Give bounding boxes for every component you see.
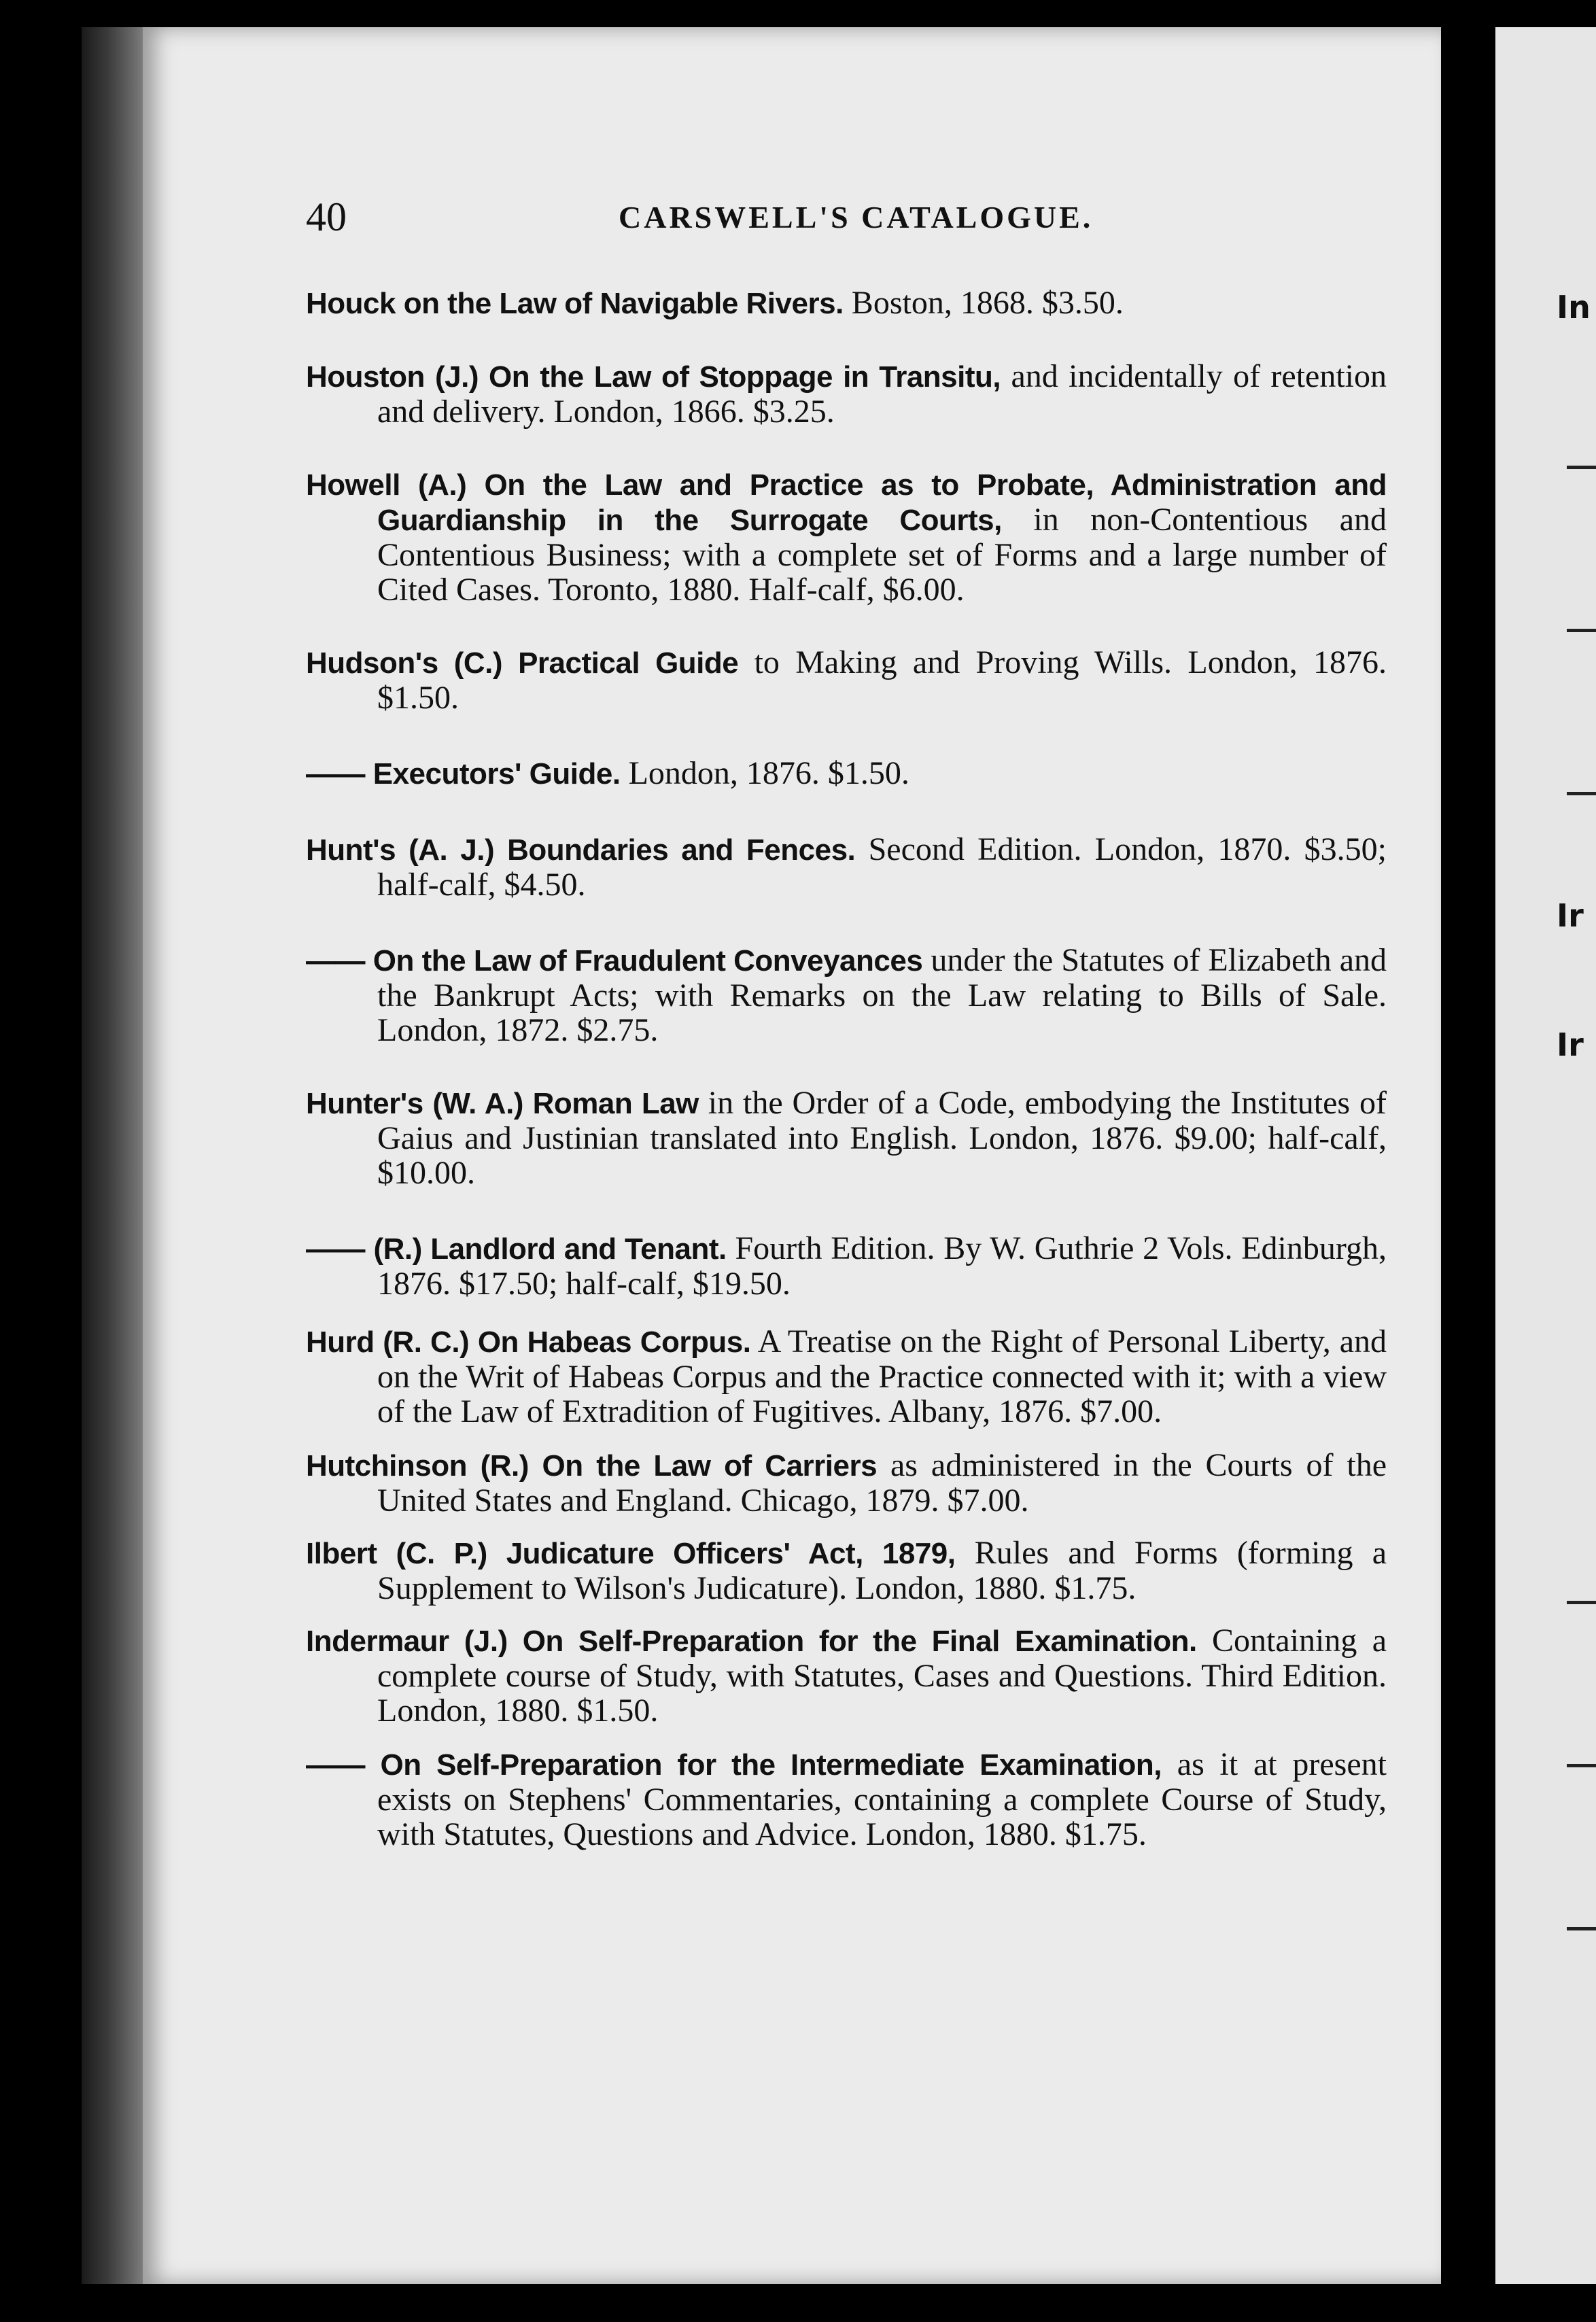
facing-page-rule <box>1567 629 1596 632</box>
facing-page-rule <box>1567 1601 1596 1604</box>
entry-title: —— (R.) Landlord and Tenant. <box>306 1232 727 1266</box>
catalogue-entry <box>306 1448 1387 1518</box>
entry-details: London, 1876. $1.50. <box>620 755 909 791</box>
entry-title: Hunt's (A. J.) Boundaries and Fences. <box>306 833 856 867</box>
catalogue-entries <box>306 285 1387 1852</box>
page-number: 40 <box>306 194 347 239</box>
entry-details: Rules and Forms (forming a Supplement to Wilson's Judicature). London, 1880. $1.75. <box>377 1535 1387 1606</box>
facing-page-fragment: Ir <box>1557 1026 1584 1063</box>
entry-details: under the Statutes of Elizabeth and the Bankrupt Acts; with Remarks on the Law relating to Bills of Sale. London, 1872. $2.75. <box>377 942 1387 1048</box>
facing-page-fragment: In <box>1557 289 1591 326</box>
entry-title: —— On the Law of Fraudulent Conveyances <box>306 944 923 977</box>
facing-page-rule <box>1567 792 1596 795</box>
catalogue-entry <box>306 756 1387 791</box>
entry-details: in the Order of a Code, embodying the Institutes of Gaius and Justinian translated into English. London, 1876. $9.00; half-calf, $10.00. <box>377 1085 1387 1191</box>
facing-page-rule <box>1567 1764 1596 1767</box>
running-title: CARSWELL'S CATALOGUE. <box>619 200 1094 235</box>
entry-title: —— Executors' Guide. <box>306 757 621 791</box>
entry-title: Hunter's (W. A.) Roman Law <box>306 1087 699 1120</box>
entry-details: Fourth Edition. By W. Guthrie 2 Vols. Edinburgh, 1876. $17.50; half-calf, $19.50. <box>377 1230 1387 1302</box>
facing-page-rule <box>1567 466 1596 469</box>
catalogue-entry <box>306 359 1387 429</box>
catalogue-entry <box>306 1747 1387 1852</box>
catalogue-entry <box>306 1623 1387 1728</box>
facing-page-fragment: Ir <box>1557 897 1584 934</box>
page-header <box>306 194 1393 248</box>
entry-title: Houck on the Law of Navigable Rivers. <box>306 287 844 320</box>
entry-title: Hutchinson (R.) On the Law of Carriers <box>306 1449 878 1483</box>
entry-details: Boston, 1868. $3.50. <box>843 285 1124 321</box>
entry-details: as administered in the Courts of the United States and England. Chicago, 1879. $7.00. <box>377 1447 1387 1519</box>
entry-title: Indermaur (J.) On Self-Preparation for the Final Examination. <box>306 1625 1197 1658</box>
catalogue-entry <box>306 943 1387 1047</box>
entry-details: Containing a complete course of Study, with Statutes, Cases and Questions. Third Edition. London, 1880. $1.50. <box>377 1623 1387 1729</box>
catalogue-entry <box>306 1536 1387 1606</box>
facing-page-edge <box>1495 27 1596 2284</box>
entry-title: Hurd (R. C.) On Habeas Corpus. <box>306 1325 751 1359</box>
catalogue-entry <box>306 1231 1387 1301</box>
catalogue-entry <box>306 285 1387 321</box>
catalogue-entry <box>306 467 1387 607</box>
facing-page-rule <box>1567 1927 1596 1930</box>
entry-title: Howell (A.) On the Law and Practice as to Probate, Administration and Guardianship in the Surrogate Courts, <box>306 468 1387 537</box>
entry-title: Hudson's (C.) Practical Guide <box>306 646 739 680</box>
entry-title: —— On Self-Preparation for the Intermediate Examination, <box>306 1748 1162 1782</box>
entry-details: Second Edition. London, 1870. $3.50; half-calf, $4.50. <box>377 831 1387 903</box>
entry-details: to Making and Proving Wills. London, 1876. $1.50. <box>377 644 1387 716</box>
entry-title: Ilbert (C. P.) Judicature Officers' Act, 1879, <box>306 1537 956 1570</box>
catalogue-entry <box>306 1086 1387 1190</box>
entry-details: in non-Contentious and Contentious Business; with a complete set of Forms and a large number of Cited Cases. Toronto, 1880. Half-calf, $6.00. <box>377 502 1387 608</box>
entry-title: Houston (J.) On the Law of Stoppage in Transitu, <box>306 360 1001 394</box>
entry-details: and incidentally of retention and delivery. London, 1866. $3.25. <box>377 358 1387 430</box>
entry-details: as it at present exists on Stephens' Commentaries, containing a complete Course of Study, with Statutes, Questions and Advice. London, 1880. $1.75. <box>377 1746 1387 1852</box>
entry-details: A Treatise on the Right of Personal Liberty, and on the Writ of Habeas Corpus and the Practice connected with it; with a view of the Law of Extradition of Fugitives. Albany, 1876. $7.00. <box>377 1323 1387 1429</box>
catalogue-entry <box>306 1324 1387 1429</box>
catalogue-entry <box>306 645 1387 715</box>
catalogue-entry <box>306 832 1387 902</box>
